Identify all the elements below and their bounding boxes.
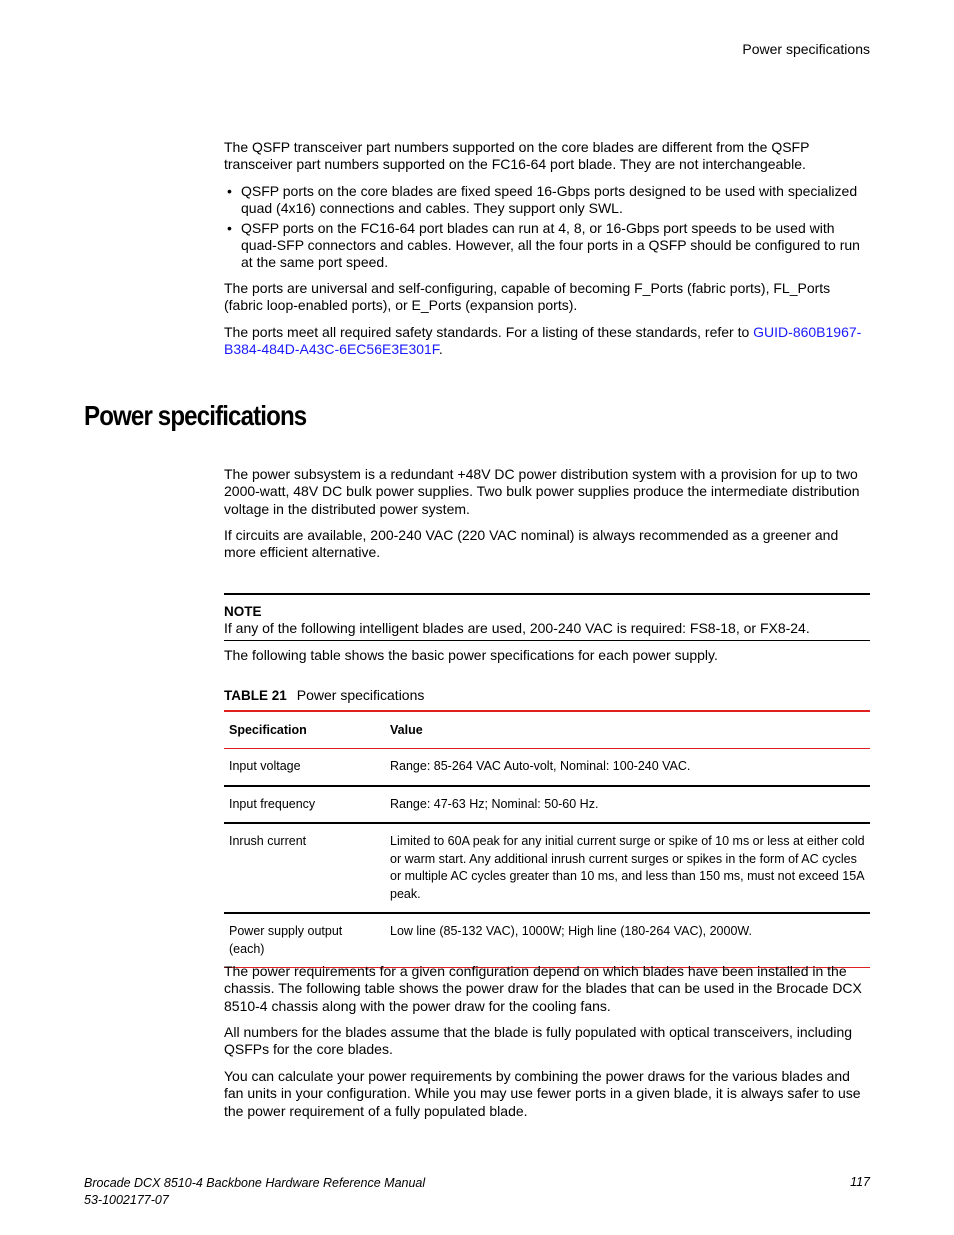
power-requirements-text: The power requirements for a given configuration depend on which blades have been installed in the chassis. The following table shows the power draw for the blades that can be used in the Brocade DCX 8510-4 chassis along with the power draw for the cooling fans.: [224, 963, 862, 1014]
spec-cell: Inrush current: [229, 834, 307, 848]
table-row: [224, 913, 870, 968]
column-header: Value: [390, 723, 423, 737]
value-cell: Range: 47-63 Hz; Nominal: 50-60 Hz.: [390, 796, 599, 811]
table-label: TABLE 21: [224, 688, 287, 703]
spec-cell: Input frequency: [229, 796, 316, 811]
table-intro-paragraph: [224, 647, 870, 664]
ports-text: The ports are universal and self-configuring, capable of becoming F_Ports (fabric ports), FL_Ports (fabric loop-enabled ports), or E_Ports (expansion ports).: [224, 280, 831, 314]
value-cell: Range: 85-264 VAC Auto-volt, Nominal: 100-240 VAC.: [390, 759, 691, 773]
power-requirements-paragraph: [224, 963, 870, 1015]
ports-paragraph: [224, 280, 870, 315]
circuits-paragraph: [224, 527, 870, 562]
note-text: If any of the following intelligent blades are used, 200-240 VAC is required: FS8-18, or FX8-24.: [224, 620, 810, 637]
spec-cell: Power supply output (each): [229, 924, 343, 956]
qsfp-intro-paragraph: [224, 139, 870, 174]
table-row: [224, 786, 870, 824]
power-subsystem-text: The power subsystem is a redundant +48V DC power distribution system with a provision for up to two 2000-watt, 48V DC bulk power supplies. Two bulk power supplies produce the intermediate distribution voltage in the distributed power system.: [224, 466, 860, 517]
section-heading: Power specifications: [84, 400, 307, 431]
doc-number: 53-1002177-07: [84, 1193, 169, 1207]
value-cell: Low line (85-132 VAC), 1000W; High line (180-264 VAC), 2000W.: [390, 924, 752, 938]
table-header-row: [224, 711, 870, 749]
spec-cell: Input voltage: [229, 759, 301, 773]
safety-text-prefix: The ports meet all required safety standards. For a listing of these standards, refer to: [224, 324, 754, 340]
note-title: NOTE: [224, 604, 262, 619]
table-caption: [224, 687, 424, 703]
page-number: 117: [850, 1175, 870, 1189]
manual-title: Brocade DCX 8510-4 Backbone Hardware Reference Manual: [84, 1176, 426, 1190]
safety-text: [224, 324, 870, 359]
blade-assumption-text: All numbers for the blades assume that the blade is fully populated with optical transceivers, including QSFPs for the core blades.: [224, 1024, 853, 1058]
note-box: [224, 593, 870, 641]
calculate-paragraph: [224, 1068, 870, 1120]
table-row: [224, 749, 870, 786]
calculate-text: You can calculate your power requirements by combining the power draws for the various blades and fan units in your configuration. While you may use fewer ports in a given blade, it is always safer to use the power requirement of a fully populated blade.: [224, 1068, 861, 1119]
footer-left: [84, 1175, 425, 1209]
table-row: [224, 823, 870, 913]
qsfp-bullet-list: [224, 183, 870, 273]
blade-assumption-paragraph: [224, 1024, 870, 1059]
running-header: Power specifications: [742, 41, 870, 57]
bullet-item: • QSFP ports on the core blades are fixed speed 16-Gbps ports designed to be used with specialized quad (4x16) connections and cables. They support only SWL.: [224, 183, 870, 218]
bullet-item: • QSFP ports on the FC16-64 port blades can run at 4, 8, or 16-Gbps port speeds to be used with quad-SFP connectors and cables. However, all the four ports in a QSFP should be configured to run at the same port speed.: [224, 220, 870, 272]
qsfp-intro-text: The QSFP transceiver part numbers supported on the core blades are different from the QSFP transceiver part numbers supported on the FC16-64 port blade. They are not interchangeable.: [224, 139, 810, 173]
table-title: Power specifications: [296, 687, 425, 703]
power-spec-table: [224, 710, 870, 968]
table-intro-text: The following table shows the basic power specifications for each power supply.: [224, 647, 718, 663]
safety-text-suffix: .: [438, 341, 443, 358]
value-cell: Limited to 60A peak for any initial current surge or spike of 10 ms or less at either cold or warm start. Any additional inrush current surges or spikes in the form of AC cycles or multiple AC cycles greater than 10 ms, and less than 150 ms, must not exceed 15A peak.: [390, 834, 865, 901]
power-subsystem-paragraph: [224, 466, 870, 518]
circuits-text: If circuits are available, 200-240 VAC (220 VAC nominal) is always recommended as a greener and more efficient alternative.: [224, 527, 839, 561]
standards-reference-link[interactable]: GUID-860B1967-B384-484D-A43C-6EC56E3E301F: [224, 324, 862, 358]
column-header: Specification: [229, 723, 307, 737]
safety-paragraph: [224, 324, 870, 359]
